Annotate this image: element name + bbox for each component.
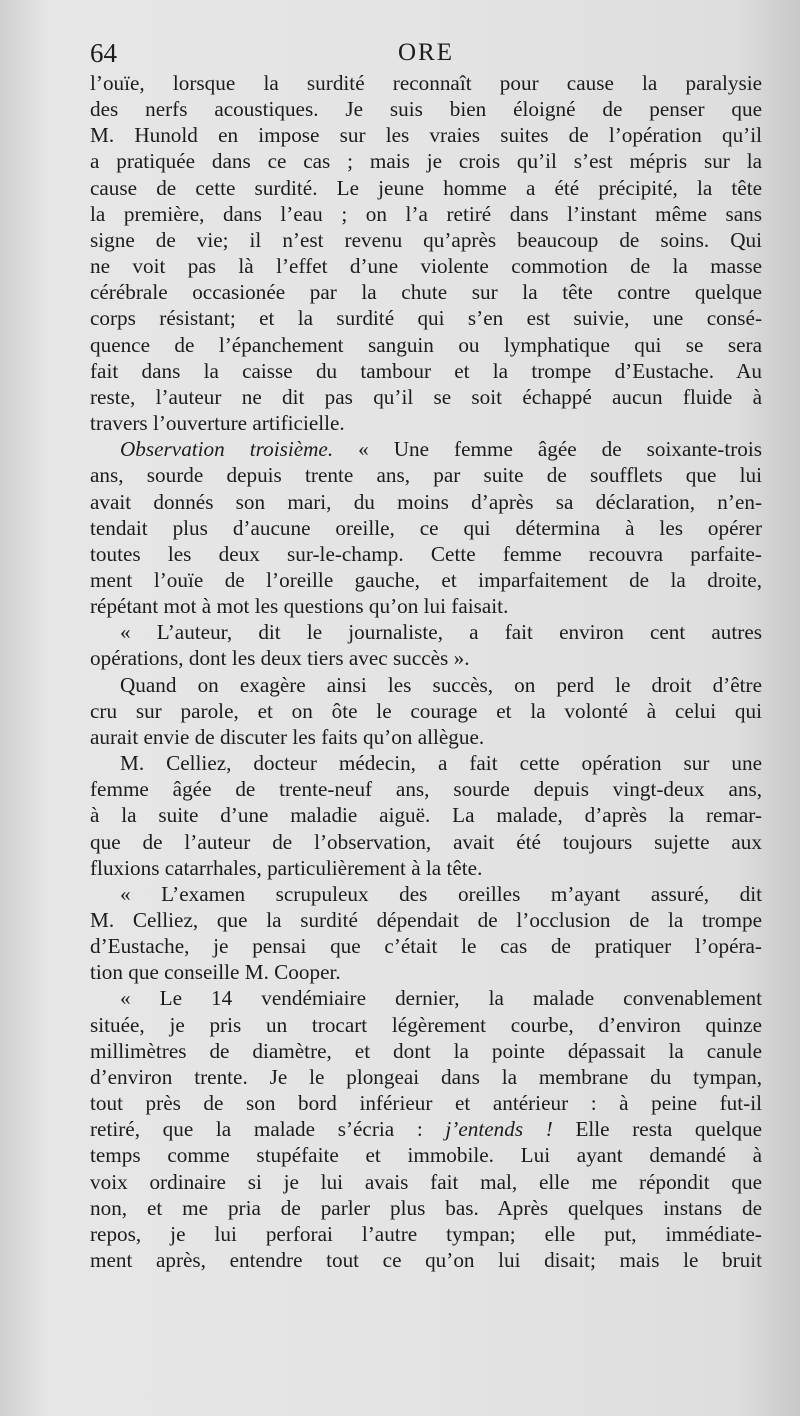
text-line: cru sur parole, et on ôte le courage et la volonté à celui qui [90, 698, 762, 723]
text-line: avait donnés son mari, du moins d’après sa déclaration, n’en- [90, 489, 762, 514]
text-line: répétant mot à mot les questions qu’on lui faisait. [90, 594, 509, 619]
text-line: corps résistant; et la surdité qui s’en est suivie, une consé- [90, 306, 762, 331]
body-text [90, 70, 762, 1273]
paragraph-exagere [90, 672, 762, 750]
text-line: toutes les deux sur-le-champ. Cette femme recouvra parfaite- [90, 541, 762, 566]
text-line: tendait plus d’aucune oreille, ce qui détermina à les opérer [90, 515, 762, 540]
text-line: l’ouïe, lorsque la surdité reconnaît pour cause la paralysie [90, 71, 762, 95]
text-line: « Le 14 vendémiaire dernier, la malade convenablement [120, 986, 762, 1011]
text-line: signe de vie; il n’est revenu qu’après beaucoup de soins. Qui [90, 227, 762, 252]
text-line: M. Hunold en impose sur les vraies suites de l’opération qu’il [90, 123, 762, 148]
text-line: cause de cette surdité. Le jeune homme a été précipité, la tête [90, 175, 762, 200]
text-line: millimètres de diamètre, et dont la pointe dépassait la canule [90, 1038, 762, 1063]
text-line: temps comme stupéfaite et immobile. Lui ayant demandé à [90, 1143, 762, 1168]
paragraph-journaliste [90, 619, 762, 671]
text-line: M. Celliez, que la surdité dépendait de l’occlusion de la trompe [90, 908, 762, 932]
text-line: cérébrale occasionée par la chute sur la tête contre quelque [90, 280, 762, 305]
paragraph-examen [90, 881, 762, 986]
text-line: aurait envie de discuter les faits qu’on allègue. [90, 724, 485, 749]
text-line: ment après, entendre tout ce qu’on lui disait; mais le bruit [90, 1248, 762, 1273]
text-line: repos, je lui perforai l’autre tympan; elle put, immédiate- [90, 1221, 762, 1246]
text-line: non, et me pria de parler plus bas. Après quelques instans de [90, 1195, 762, 1220]
paragraph-celliez [90, 750, 762, 881]
text-line [90, 436, 762, 462]
observation-first-line: « Une femme âgée de soixante-trois [358, 437, 763, 462]
exclamation-line-start: retiré, que la malade s’écria : [90, 1117, 446, 1142]
text-line: voix ordinaire si je lui avais fait mal, elle me répondit que [90, 1169, 762, 1194]
text-line: des nerfs acoustiques. Je suis bien éloigné de penser que [90, 97, 762, 122]
text-line: tion que conseille M. Cooper. [90, 960, 341, 985]
text-line: ne voit pas là l’effet d’une violente commotion de la masse [90, 254, 762, 279]
text-line: ans, sourde depuis trente ans, par suite de soufflets que lui [90, 463, 762, 488]
text-line: femme âgée de trente-neuf ans, sourde depuis vingt-deux ans, [90, 777, 762, 802]
text-line: située, je pris un trocart légèrement courbe, d’environ quinze [90, 1012, 762, 1037]
text-line: reste, l’auteur ne dit pas qu’il se soit échappé aucun fluide à [90, 384, 762, 409]
text-line: opérations, dont les deux tiers avec succès ». [90, 646, 470, 671]
text-line: la première, dans l’eau ; on l’a retiré dans l’instant même sans [90, 201, 762, 226]
running-head: ORE [398, 39, 454, 66]
text-line: quence de l’épanchement sanguin ou lymphatique qui se sera [90, 332, 762, 357]
text-line: d’environ trente. Je le plongeai dans la membrane du tympan, [90, 1064, 762, 1089]
text-line: « L’auteur, dit le journaliste, a fait environ cent autres [120, 620, 762, 645]
text-line: M. Celliez, docteur médecin, a fait cette opération sur une [120, 751, 762, 776]
text-line [90, 1116, 762, 1142]
text-line: fluxions catarrhales, particulièrement à la tête. [90, 855, 483, 880]
text-line: travers l’ouverture artificielle. [90, 411, 345, 436]
text-line: à la suite d’une maladie aiguë. La malade, d’après la remar- [90, 803, 762, 828]
page-number: 64 [90, 38, 117, 68]
text-line: a pratiquée dans ce cas ; mais je crois qu’il s’est mépris sur la [90, 149, 762, 174]
page-header [90, 38, 762, 68]
text-line: tout près de son bord inférieur et antérieur : à peine fut-il [90, 1091, 762, 1116]
text-line: ment l’ouïe de l’oreille gauche, et imparfaitement de la droite, [90, 567, 762, 592]
text-line: Quand on exagère ainsi les succès, on perd le droit d’être [120, 672, 762, 697]
text-line: d’Eustache, je pensai que c’était le cas de pratiquer l’opéra- [90, 934, 762, 959]
exclamation-line-end: Elle resta quelque [552, 1117, 762, 1142]
text-line: « L’examen scrupuleux des oreilles m’ayant assuré, dit [120, 881, 762, 906]
paragraph-hunold [90, 70, 762, 436]
observation-title: Observation troisième. [120, 437, 334, 462]
paragraph-vendemiaire [90, 985, 762, 1273]
text-line: que de l’auteur de l’observation, avait été toujours sujette aux [90, 829, 762, 854]
exclamation-italic: j’entends ! [445, 1117, 553, 1142]
paragraph-observation [90, 436, 762, 619]
text-line: fait dans la caisse du tambour et la trompe d’Eustache. Au [90, 358, 762, 383]
